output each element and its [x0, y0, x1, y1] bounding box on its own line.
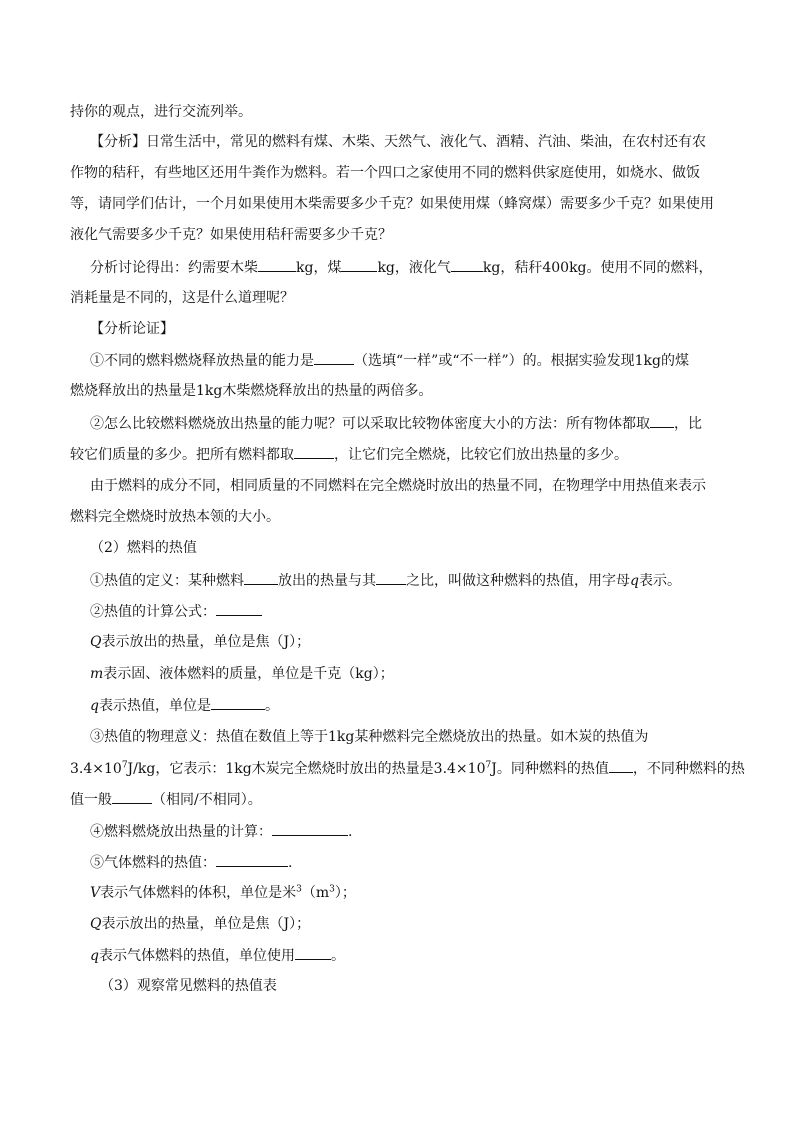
text-line: [90, 632, 310, 652]
text: 表示。: [638, 573, 681, 589]
fill-blank[interactable]: [211, 695, 265, 710]
section-heading: [90, 319, 174, 339]
text: ④燃料燃烧放出热量的计算：: [90, 824, 272, 840]
symbol: q: [630, 573, 639, 589]
text-line: [70, 507, 280, 527]
text: ，比: [674, 416, 702, 432]
text: ③热值的物理意义：热值在数值上等于1kg某种燃料完全燃烧放出的热量。如木炭的热值为: [90, 729, 649, 745]
text: 【分析】日常生活中，常见的燃料有煤、木柴、天然气、液化气、酒精、汽油、柴油，在农村还有农: [90, 134, 706, 150]
text-line: [70, 194, 714, 214]
exponent: 3: [329, 884, 335, 895]
text-line: [90, 945, 345, 966]
fill-blank[interactable]: [609, 758, 633, 773]
text: 表示热值，单位是: [98, 698, 211, 714]
fill-blank[interactable]: [451, 257, 483, 272]
text: 由于燃料的成分不同，相同质量的不同燃料在完全燃烧时放出的热量不同，在物理学中用热值来表示: [90, 478, 706, 494]
text: 值一般: [70, 792, 112, 808]
text: 燃烧释放出的热量是1kg木柴燃烧释放出的热量的两倍多。: [70, 383, 433, 399]
fill-blank[interactable]: [650, 413, 674, 428]
section-heading: [90, 538, 197, 558]
text-line: [90, 695, 279, 716]
symbol: m: [90, 666, 104, 682]
text: ⑤气体燃料的热值：: [90, 855, 216, 871]
text-line: [70, 444, 628, 465]
symbol: Q: [90, 916, 102, 932]
symbol: q: [90, 698, 99, 714]
text: 。: [264, 698, 279, 714]
exponent: 3: [296, 884, 302, 895]
text: ）；: [334, 885, 356, 901]
symbol: Q: [90, 634, 102, 650]
text: 持你的观点，进行交流列举。: [70, 104, 252, 120]
fill-blank[interactable]: [341, 257, 377, 272]
text-line: [70, 789, 262, 810]
fill-blank[interactable]: [258, 257, 296, 272]
text: （m: [301, 885, 330, 901]
text-line: [90, 413, 702, 434]
text-line: [90, 476, 706, 496]
text: J。同种燃料的热值: [491, 761, 609, 777]
text: 等，请同学们估计，一个月如果使用木柴需要多少千克？如果使用煤（蜂窝煤）需要多少千克？如果使用: [70, 196, 714, 212]
exponent: 7: [485, 760, 492, 771]
text: ①不同的燃料燃烧释放热量的能力是: [90, 353, 314, 369]
text: 表示放出的热量，单位是焦（J）；: [101, 916, 311, 932]
text: ，让它们完全燃烧，比较它们放出热量的多少。: [334, 447, 628, 463]
text-line: [70, 758, 745, 779]
text: 表示固、液体燃料的质量，单位是千克（kg）；: [103, 666, 394, 682]
text: 。: [330, 948, 345, 964]
text: .: [348, 824, 353, 840]
text: 燃料完全燃烧时放热本领的大小。: [70, 509, 280, 525]
fill-blank[interactable]: [314, 350, 354, 365]
text: 【分析论证】: [90, 321, 174, 337]
text-line: [90, 883, 356, 903]
text-line: [70, 225, 392, 245]
text: 消耗量是不同的，这是什么道理呢？: [70, 290, 294, 306]
text: （3）观察常见燃料的热值表: [100, 978, 277, 994]
symbol: V: [90, 885, 101, 901]
text: J/kg，它表示：1kg木炭完全燃烧时放出的热量是3.4×10: [127, 761, 486, 777]
fill-blank[interactable]: [295, 945, 331, 960]
text-line: [70, 102, 252, 122]
fill-blank[interactable]: [216, 601, 262, 616]
text: ②热值的计算公式：: [90, 604, 216, 620]
text: ①热值的定义：某种燃料: [90, 573, 244, 589]
text: .: [288, 855, 293, 871]
text: 表示气体燃料的体积，单位是米: [100, 885, 297, 901]
text-line: [90, 601, 262, 622]
text-line: [70, 381, 432, 401]
fill-blank[interactable]: [112, 789, 152, 804]
exponent: 7: [121, 760, 128, 771]
text-line: [90, 257, 713, 278]
fill-blank[interactable]: [376, 570, 406, 585]
text-line: [90, 914, 310, 934]
fill-blank[interactable]: [294, 444, 334, 459]
text: 3.4×10: [70, 761, 122, 777]
text-line: [90, 350, 689, 371]
fill-blank[interactable]: [244, 570, 278, 585]
text-line: [70, 163, 700, 183]
text: 作物的秸秆，有些地区还用牛粪作为燃料。若一个四口之家使用不同的燃料供家庭使用，如烧水、做饭: [70, 165, 700, 181]
text: 液化气需要多少千克？如果使用秸秆需要多少千克？: [70, 227, 392, 243]
text-line: [90, 664, 394, 684]
text: kg，煤: [296, 260, 342, 276]
text: 分析讨论得出：约需要木柴: [90, 260, 258, 276]
text: 表示气体燃料的热值，单位使用: [98, 948, 295, 964]
text: kg，液化气: [377, 260, 451, 276]
text: （2）燃料的热值: [90, 540, 197, 556]
fill-blank[interactable]: [272, 821, 348, 836]
text: （相同/不相同）。: [152, 792, 262, 808]
text: 放出的热量与其: [278, 573, 376, 589]
text-line: [70, 288, 294, 308]
symbol: q: [90, 948, 99, 964]
text: 表示放出的热量，单位是焦（J）；: [101, 634, 311, 650]
analysis-paragraph-line: [90, 132, 706, 152]
text-line: [90, 727, 648, 747]
text-line: [90, 852, 292, 873]
fill-blank[interactable]: [216, 852, 288, 867]
text: 之比，叫做这种燃料的热值，用字母: [406, 573, 630, 589]
text: （选填“一样”或“不一样”）的。根据实验发现1kg的煤: [354, 353, 689, 369]
text-line: [90, 821, 352, 842]
text: ②怎么比较燃料燃烧放出热量的能力呢？可以采取比较物体密度大小的方法：所有物体都取: [90, 416, 650, 432]
text: 较它们质量的多少。把所有燃料都取: [70, 447, 294, 463]
text: ，不同种燃料的热: [632, 761, 745, 777]
text: kg，秸秆400kg。使用不同的燃料，: [482, 260, 713, 276]
section-heading: [100, 976, 277, 996]
text-line: [90, 570, 681, 591]
